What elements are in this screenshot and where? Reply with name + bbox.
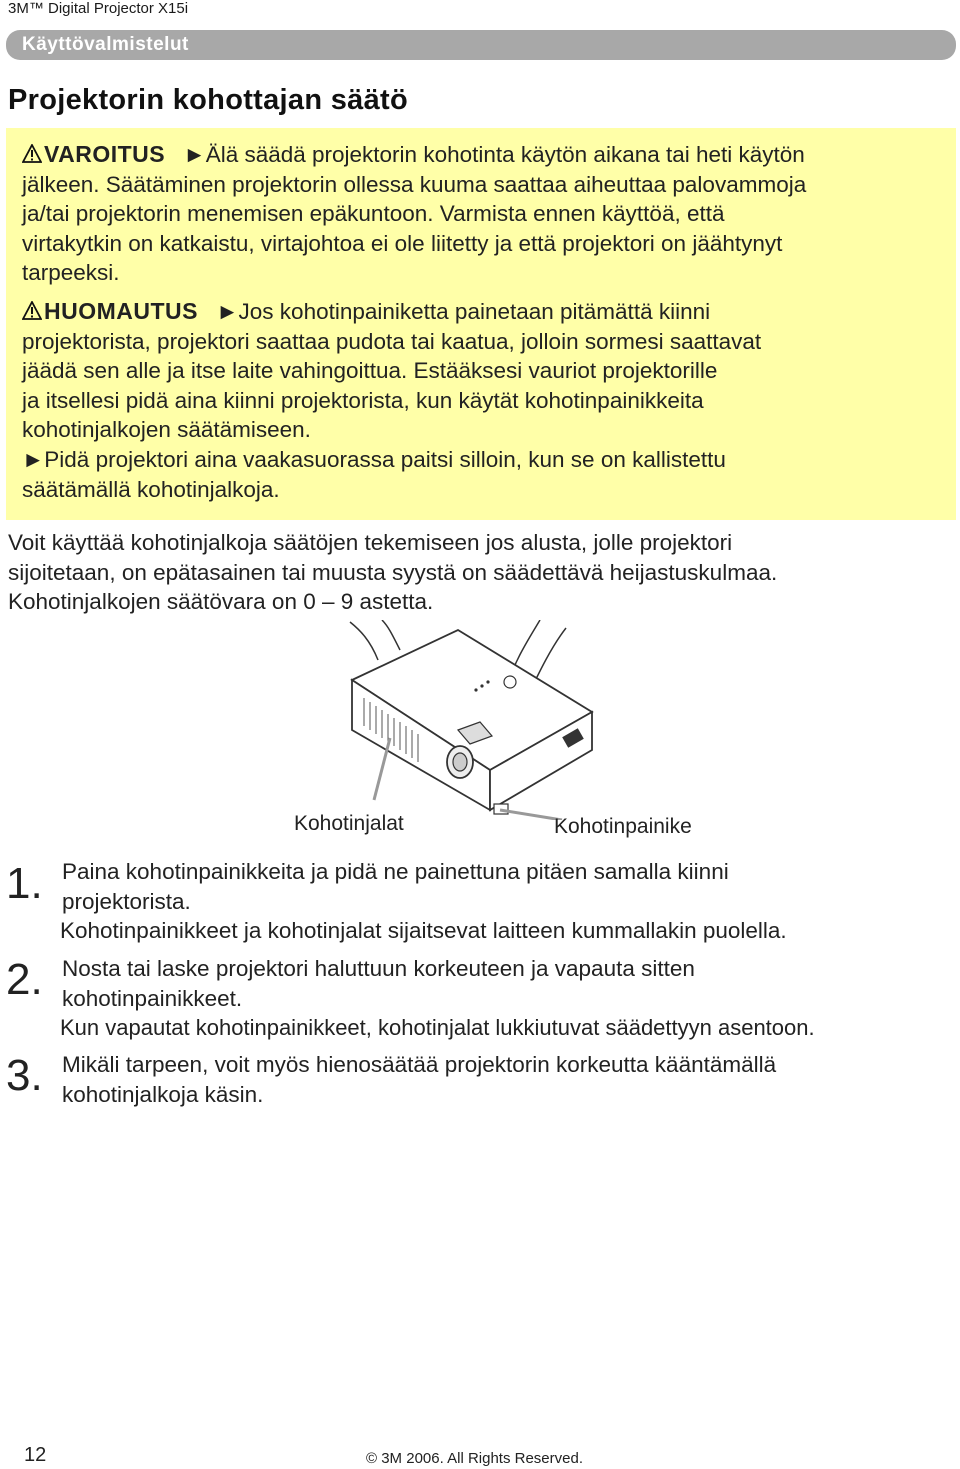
step-line: kohotinpainikkeet.: [62, 985, 243, 1011]
step-number: 2.: [6, 955, 43, 1004]
step-number: 1.: [6, 859, 43, 908]
projector-illustration: [330, 620, 610, 820]
caution-line: kohotinjalkojen säätämiseen.: [22, 417, 311, 443]
step-text: [62, 954, 952, 1013]
caution-paragraph: [22, 297, 952, 504]
intro-line: Voit käyttää kohotinjalkoja säätöjen tekemiseen jos alusta, jolle projektori: [8, 530, 733, 555]
caution-triangle-icon: [22, 301, 42, 321]
caution-line: Jos kohotinpainiketta painetaan pitämättä kiinni: [238, 299, 711, 324]
intro-line: sijoitetaan, on epätasainen tai muusta syystä on säädettävä heijastuskulmaa.: [8, 559, 778, 585]
caution-note-line: Pidä projektori aina vaakasuorassa paitsi silloin, kun se on kallistettu: [44, 446, 726, 472]
warning-line: tarpeeksi.: [22, 260, 120, 286]
arrow-icon: ►: [183, 142, 206, 167]
warning-line: jälkeen. Säätäminen projektorin ollessa kuuma saattaa aiheuttaa palovammoja: [22, 171, 807, 197]
caution-line: ja itsellesi pidä aina kiinni projektorista, kun käytät kohotinpainikkeita: [22, 387, 704, 413]
step-line: Nosta tai laske projektori haluttuun korkeuteen ja vapauta sitten: [62, 956, 695, 981]
caution-line: jäädä sen alle ja itse laite vahingoittua. Estääksesi vauriot projektorille: [22, 358, 718, 384]
copyright: © 3M 2006. All Rights Reserved.: [366, 1450, 583, 1467]
caution-line: projektorista, projektori saattaa pudota tai kaatua, jolloin sormesi saattavat: [22, 328, 762, 354]
page-number: 12: [24, 1444, 47, 1466]
warning-line: ja/tai projektorin menemisen epäkuntoon. Varmista ennen käyttöä, että: [22, 201, 725, 227]
step-line: projektorista.: [62, 888, 191, 914]
intro-line: Kohotinjalkojen säätövara on 0 – 9 astetta.: [8, 589, 434, 615]
arrow-icon: ►: [22, 446, 45, 472]
page-title: Projektorin kohottajan säätö: [8, 84, 408, 116]
warning-triangle-icon: [22, 144, 42, 164]
step-note: Kun vapautat kohotinpainikkeet, kohotinjalat lukkiutuvat säädettyyn asentoon.: [60, 1015, 815, 1040]
label-feet: Kohotinjalat: [294, 812, 404, 835]
warning-paragraph: [22, 140, 952, 288]
product-name: 3M™ Digital Projector X15i: [8, 0, 189, 17]
intro-paragraph: [8, 528, 948, 617]
warning-keyword: VAROITUS: [44, 141, 166, 167]
step-number: 3.: [6, 1051, 43, 1100]
step-line: kohotinjalkoja käsin.: [62, 1081, 264, 1107]
warning-line: Älä säädä projektorin kohotinta käytön aikana tai heti käytön: [205, 142, 805, 167]
step-line: Paina kohotinpainikkeita ja pidä ne painettuna pitäen samalla kiinni: [62, 859, 729, 884]
step-text: [62, 857, 952, 916]
caution-note-line: säätämällä kohotinjalkoja.: [22, 476, 280, 502]
section-bar: [6, 30, 956, 60]
section-title: Käyttövalmistelut: [22, 34, 189, 55]
step-text: [62, 1050, 952, 1109]
step-line: Mikäli tarpeen, voit myös hienosäätää projektorin korkeutta kääntämällä: [62, 1052, 777, 1077]
arrow-icon: ►: [216, 299, 239, 324]
label-button: Kohotinpainike: [554, 815, 692, 838]
step-note: Kohotinpainikkeet ja kohotinjalat sijaitsevat laitteen kummallakin puolella.: [60, 918, 787, 943]
caution-keyword: HUOMAUTUS: [44, 298, 198, 324]
warning-line: virtakytkin on katkaistu, virtajohtoa ei ole liitetty ja että projektori on jäähtynyt: [22, 230, 783, 256]
